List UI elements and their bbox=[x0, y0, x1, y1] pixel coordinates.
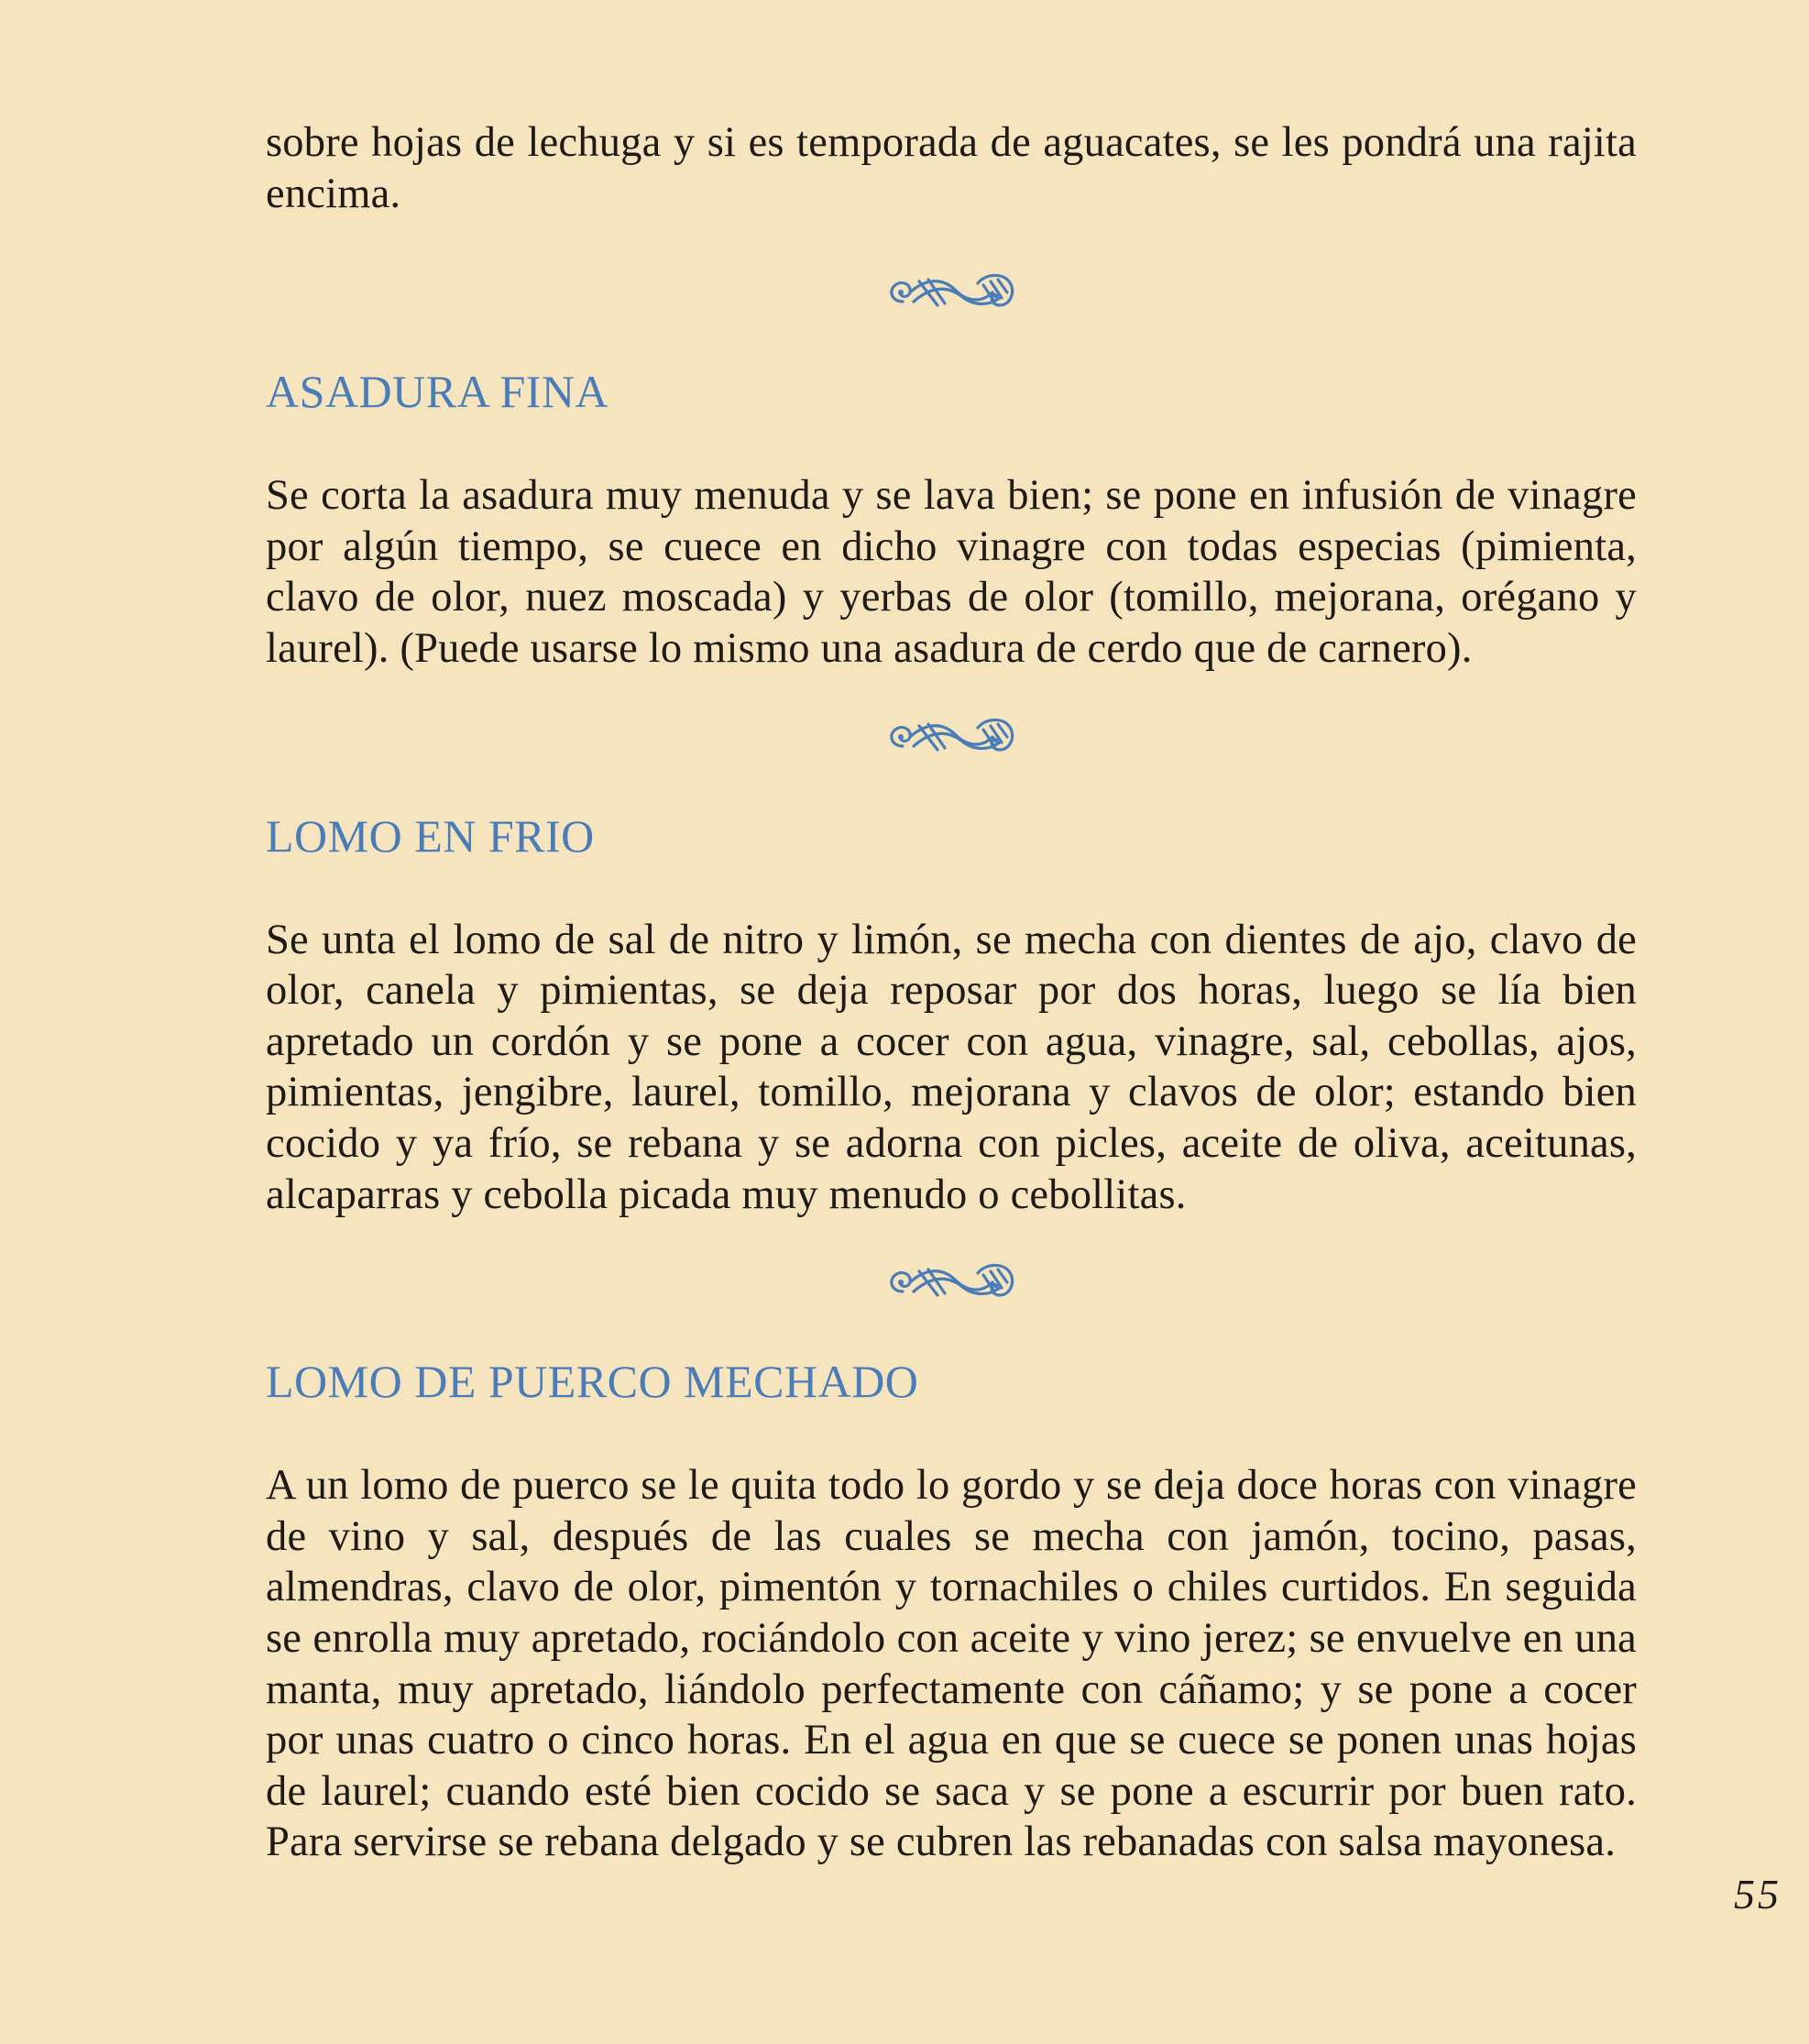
section-title-lomo-de-puerco-mechado: LOMO DE PUERCO MECHADO bbox=[266, 1356, 919, 1408]
section-title-asadura-fina: ASADURA FINA bbox=[266, 366, 609, 418]
page-number: 55 bbox=[1734, 1871, 1782, 1918]
section-body-lomo-de-puerco-mechado: A un lomo de puerco se le quita todo lo gordo y se deja doce horas con vinagre de vino y sal, después de las cuales se mecha con jamón, tocino, pasas, almendras, clavo de olor, pimentón y tornachiles o chiles curtidos. En seguida se enrolla muy apretado, rociándolo con aceite y vino jerez; se envuelve en una manta, muy apretado, liándolo perfectamente con cáñamo; y se pone a cocer por unas cuatro o cinco horas. En el agua en que se cuece se ponen unas hojas de laurel; cuando esté bien cocido se saca y se pone a escurrir por buen rato. Para servirse se rebana delgado y se cubren las rebanadas con salsa mayonesa. bbox=[266, 1462, 1637, 1866]
scroll-ornament-icon bbox=[883, 265, 1020, 316]
section-title-lomo-en-frio: LOMO EN FRIO bbox=[266, 809, 595, 862]
scroll-ornament-icon bbox=[883, 709, 1020, 761]
intro-paragraph: sobre hojas de lechuga y si es temporada de aguacates, se les pondrá una rajita encima. bbox=[266, 119, 1637, 217]
scroll-ornament-icon bbox=[883, 1255, 1020, 1306]
section-body-lomo-en-frio: Se unta el lomo de sal de nitro y limón, se mecha con dientes de ajo, clavo de olor, canela y pimientas, se deja reposar por dos horas, luego se lía bien apretado un cordón y se pone a cocer con agua, vinagre, sal, cebollas, ajos, pimientas, jengibre, laurel, tomillo, mejorana y clavos de olor; estando bien cocido y ya frío, se rebana y se adorna con picles, aceite de oliva, aceitunas, alcaparras y cebolla picada muy menudo o cebollitas. bbox=[266, 916, 1637, 1218]
section-body-asadura-fina: Se corta la asadura muy menuda y se lava bien; se pone en infusión de vinagre por algún tiempo, se cuece en dicho vinagre con todas especias (pimienta, clavo de olor, nuez moscada) y yerbas de olor (tomillo, mejorana, orégano y laurel). (Puede usarse lo mismo una asadura de cerdo que de carnero). bbox=[266, 472, 1637, 672]
book-page bbox=[266, 117, 1637, 1868]
